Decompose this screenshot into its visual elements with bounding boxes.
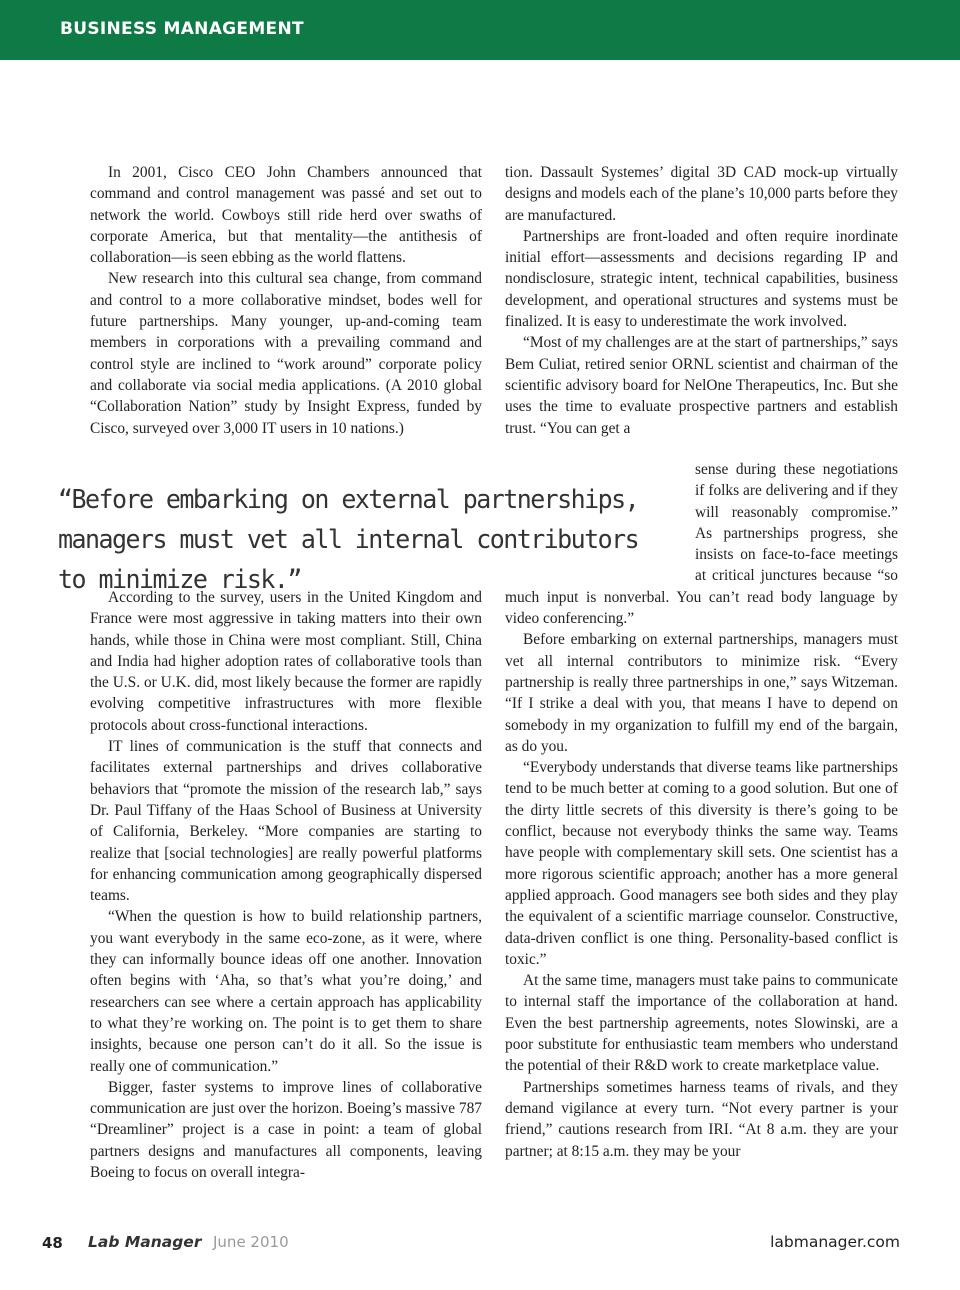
paragraph: Bigger, faster systems to improve lines of collaborative communication are just over the horizon. Boeing’s massive 787 “Dreamliner” project is a case in point: a team of global partners designs and manufactures all components, leaving Boeing to focus on overall integra- [90,1078,482,1182]
paragraph: Partnerships are front-loaded and often require inordinate initial effort—assessments and decisions regarding IP and nondisclosure, strategic intent, technical capabilities, business development, and operational structures and systems must be finalized. It is easy to underestimate the work involved. [505,227,898,331]
paragraph: tion. Dassault Systemes’ digital 3D CAD mock-up virtually designs and models each of the plane’s 10,000 parts before they are manufactured. [505,164,898,224]
paragraph: New research into this cultural sea change, from command and control to a more collaborative mindset, bodes well for future partnerships. Many younger, up-and-coming team members in corporations with a prevailing command and control style are inclined to “work around” corporate policy and collaborate via social media applications. (A 2010 global “Collaboration Nation” study by Insight Express, funded by Cisco, surveyed over 3,000 IT users in 10 nations.) [90,270,482,437]
paragraph: At the same time, managers must take pains to communicate to internal staff the importance of the collaboration at hand. Even the best partnership agreements, notes Slowinski, are a poor substitute for enthusiastic team members who understand the potential of their R&D work to create marketplace value. [505,972,898,1075]
website: labmanager.com [770,1233,900,1251]
paragraph: sense during these negotiations if folks are delivering and if they will reasonably compromise.” As partnerships progress, she insists on face-to-face meetings at critical junctures because “so much input is nonverbal. You can’t read body language by video conferencing.” [505,461,898,628]
page-number: 48 [42,1234,63,1252]
right-column-bottom [505,459,898,1162]
paragraph: In 2001, Cisco CEO John Chambers announced that command and control management was passé and set out to network the world. Cowboys still ride herd over swaths of corporate America, but that mentality—the antithesis of collaboration—is seen ebbing as the world flattens. [90,164,482,267]
pull-quote-wrap-space [505,459,695,585]
right-column-top [505,162,898,439]
magazine-name: Lab Manager [88,1233,202,1251]
paragraph: “Most of my challenges are at the start of partnerships,” says Bem Culiat, retired senior ORNL scientist and chairman of the scientific advisory board for NelOne Therapeutics, Inc. But she uses the time to evaluate prospective partners and establish trust. “You can get a [505,334,898,437]
section-label: BUSINESS MANAGEMENT [60,19,304,39]
issue-date: June 2010 [213,1233,289,1251]
header-bar [0,0,960,60]
pull-quote: “Before embarking on external partnerships, managers must vet all internal contributors to minimize risk.” [58,485,639,595]
paragraph: Partnerships sometimes harness teams of rivals, and they demand vigilance at every turn. “Not every partner is your friend,” cautions research from IRI. “At 8 a.m. they are your partner; at 8:15 a.m. they may be your [505,1078,898,1160]
left-column-top [90,162,482,439]
paragraph: “Everybody understands that diverse teams like partnerships tend to be much better at coming to a good solution. But one of the dirty little secrets of this diversity is there’s going to be conflict, because not everybody thinks the same way. Teams have people with complementary skill sets. One scientist has a more rigorous scientific approach; another has a more general applied approach. Good managers see both sides and they play the equivalent of a scientific marriage counselor. Constructive, data-driven conflict is one thing. Personality-based conflict is toxic.” [505,759,898,968]
paragraph: Before embarking on external partnerships, managers must vet all internal contributors to minimize risk. “Every partnership is really three partnerships in one,” says Witzeman. “If I strike a deal with you, that means I have to depend on somebody in my organization to fulfill my end of the bargain, as do you. [505,631,898,755]
paragraph: “When the question is how to build relationship partners, you want everybody in the same eco-zone, as it were, where they can informally bounce ideas off one another. Innovation often begins with ‘Aha, so that’s what you’re doing,’ and researchers can see where a certain approach has applicability to what they’re working on. The point is to get them to share insights, because one person can’t do it all. So the issue is really one of communication.” [90,908,482,1075]
paragraph: According to the survey, users in the United Kingdom and France were most aggressive in taking matters into their own hands, while those in China were most compliant. Still, China and India had higher adoption rates of collaborative tools than the U.S. or U.K. did, most likely because the former are rapidly evolving competitive infrastructures with more flexible protocols about cross-functional interactions. [90,589,482,734]
left-column-bottom [90,587,482,1183]
paragraph: IT lines of communication is the stuff that connects and facilitates external partnerships and drives collaborative behaviors that “promote the mission of the research lab,” says Dr. Paul Tiffany of the Haas School of Business at University of California, Berkeley. “More companies are starting to realize that [social technologies] are really powerful platforms for enhancing communication among geographically dispersed teams. [90,738,482,905]
